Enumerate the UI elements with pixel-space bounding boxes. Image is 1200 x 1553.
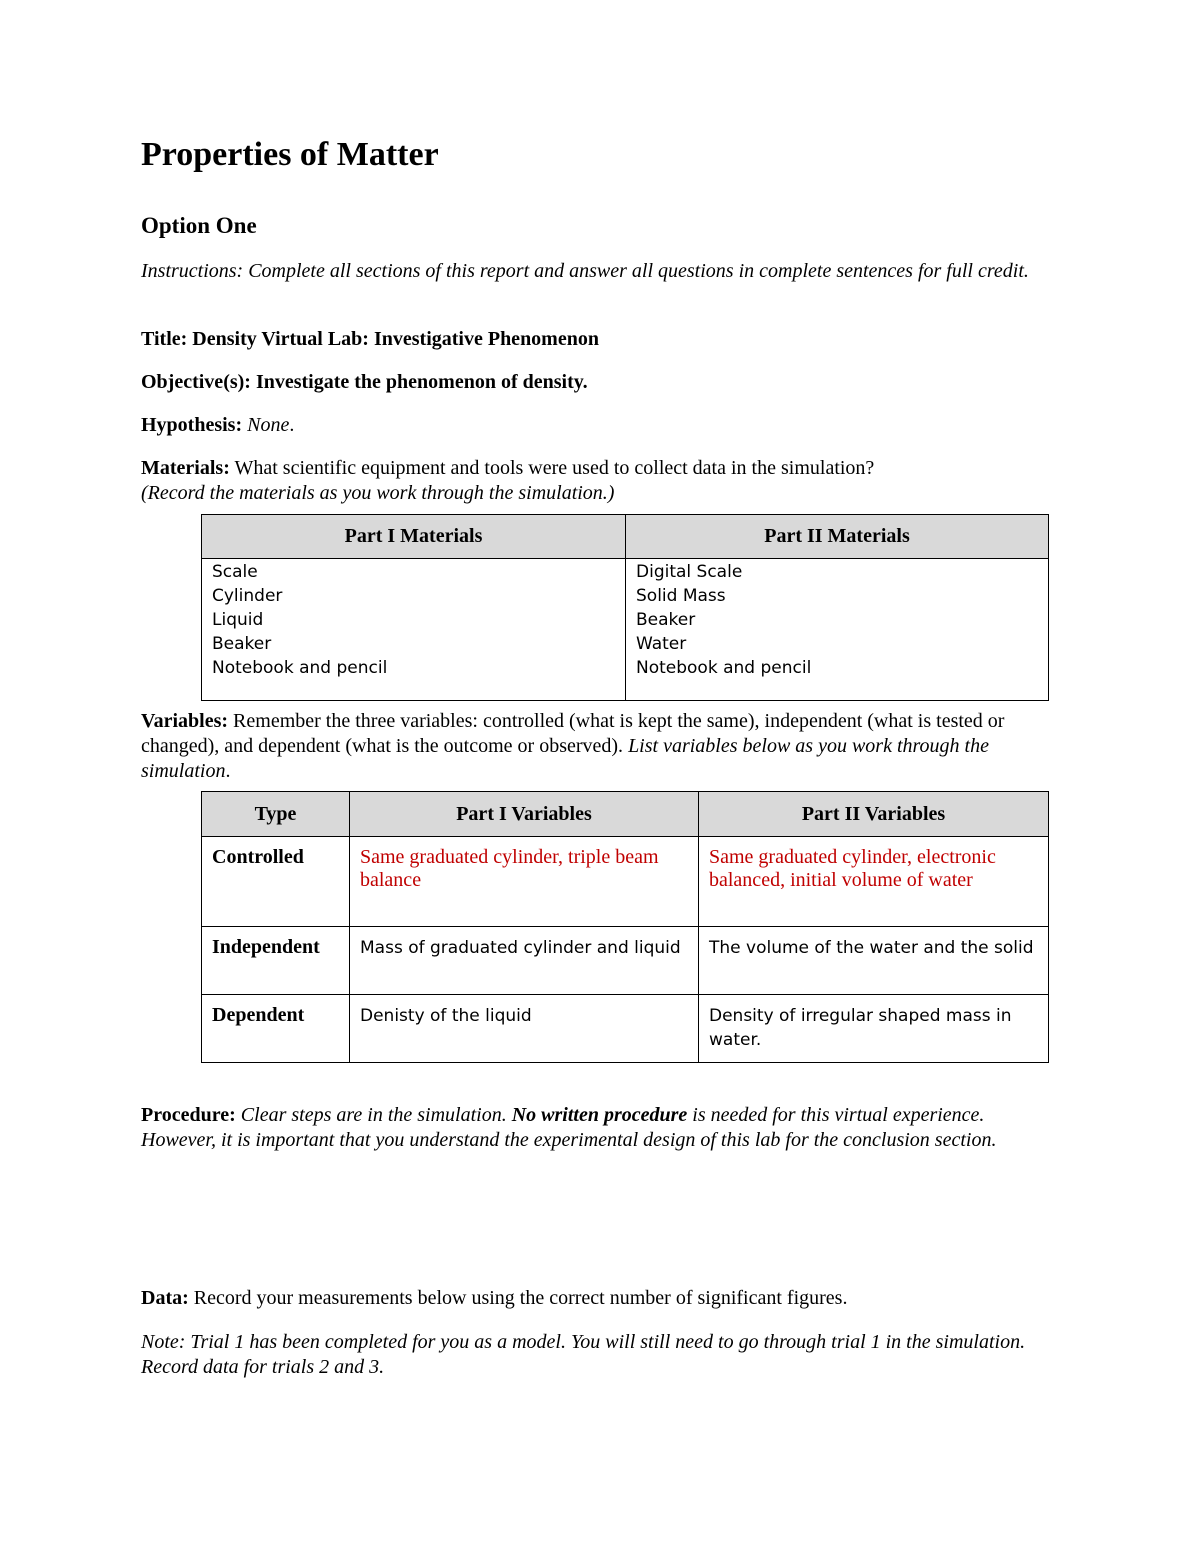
materials-prompt <box>141 456 1056 506</box>
variable-type: Independent <box>202 927 350 995</box>
list-item: Liquid <box>212 610 264 630</box>
variable-part2-value: Density of irregular shaped mass in water. <box>699 995 1049 1063</box>
variables-header-type: Type <box>202 792 350 837</box>
variable-type: Controlled <box>202 837 350 927</box>
variable-type: Dependent <box>202 995 350 1063</box>
materials-header-part2: Part II Materials <box>626 515 1049 559</box>
procedure-text2: is needed for this virtual experience. However, it is important that you understand the experimental design of this lab for the conclusion section. <box>141 1104 997 1151</box>
variables-text: Remember the three variables: controlled (what is kept the same), independent (what is tested or changed), and dependent (what is the outcome or observed). <box>141 710 1005 757</box>
variables-end: . <box>225 760 231 782</box>
hypothesis-end: . <box>289 414 295 436</box>
variable-part1-value: Same graduated cylinder, triple beam balance <box>350 837 699 927</box>
procedure-bold: No written procedure <box>511 1104 688 1126</box>
procedure-label: Procedure: <box>141 1104 236 1126</box>
variable-part2-value: Same graduated cylinder, electronic balanced, initial volume of water <box>699 837 1049 927</box>
data-note: Note: Trial 1 has been completed for you as a model. You will still need to go through trial 1 in the simulation. Record data for trials 2 and 3. <box>141 1331 1026 1378</box>
list-item: Beaker <box>212 634 272 654</box>
objective: Objective(s): Investigate the phenomenon of density. <box>141 371 588 393</box>
materials-header-part1: Part I Materials <box>202 515 626 559</box>
table-row <box>202 927 1049 995</box>
variable-part1-value: Mass of graduated cylinder and liquid <box>350 927 699 995</box>
list-item: Beaker <box>636 610 696 630</box>
list-item: Water <box>636 634 687 654</box>
variable-part1-value: Denisty of the liquid <box>350 995 699 1063</box>
data-label: Data: <box>141 1287 189 1309</box>
materials-label: Materials: <box>141 457 230 479</box>
hypothesis-label: Hypothesis: <box>141 414 243 436</box>
data-text: Record your measurements below using the correct number of significant figures. <box>193 1287 848 1309</box>
materials-part2-cell <box>626 559 1049 701</box>
variables-table <box>201 791 1049 1063</box>
materials-part1-cell <box>202 559 626 701</box>
hypothesis <box>141 413 1056 438</box>
variables-prompt <box>141 709 1056 784</box>
variable-part2-value: The volume of the water and the solid <box>699 927 1049 995</box>
instructions: Instructions: Complete all sections of this report and answer all questions in complete sentences for full credit. <box>141 260 1029 282</box>
list-item: Notebook and pencil <box>636 658 812 678</box>
table-row <box>202 995 1049 1063</box>
variables-label: Variables: <box>141 710 229 732</box>
variables-header-part2: Part II Variables <box>699 792 1049 837</box>
page-title: Properties of Matter <box>141 136 439 173</box>
materials-text: What scientific equipment and tools were used to collect data in the simulation? <box>234 457 875 479</box>
procedure-text1: Clear steps are in the simulation. <box>240 1104 507 1126</box>
list-item: Cylinder <box>212 586 283 606</box>
procedure <box>141 1103 1056 1153</box>
option-heading: Option One <box>141 213 257 238</box>
hypothesis-value: None <box>247 414 290 436</box>
materials-note: (Record the materials as you work through the simulation.) <box>141 482 615 504</box>
data-prompt <box>141 1286 1056 1311</box>
list-item: Digital Scale <box>636 562 743 582</box>
materials-table <box>201 514 1049 701</box>
variables-note: List variables below as you work through the simulation <box>141 735 989 782</box>
variables-header-part1: Part I Variables <box>350 792 699 837</box>
list-item: Notebook and pencil <box>212 658 388 678</box>
list-item: Solid Mass <box>636 586 726 606</box>
table-row <box>202 837 1049 927</box>
list-item: Scale <box>212 562 258 582</box>
lab-title: Title: Density Virtual Lab: Investigative Phenomenon <box>141 328 599 350</box>
